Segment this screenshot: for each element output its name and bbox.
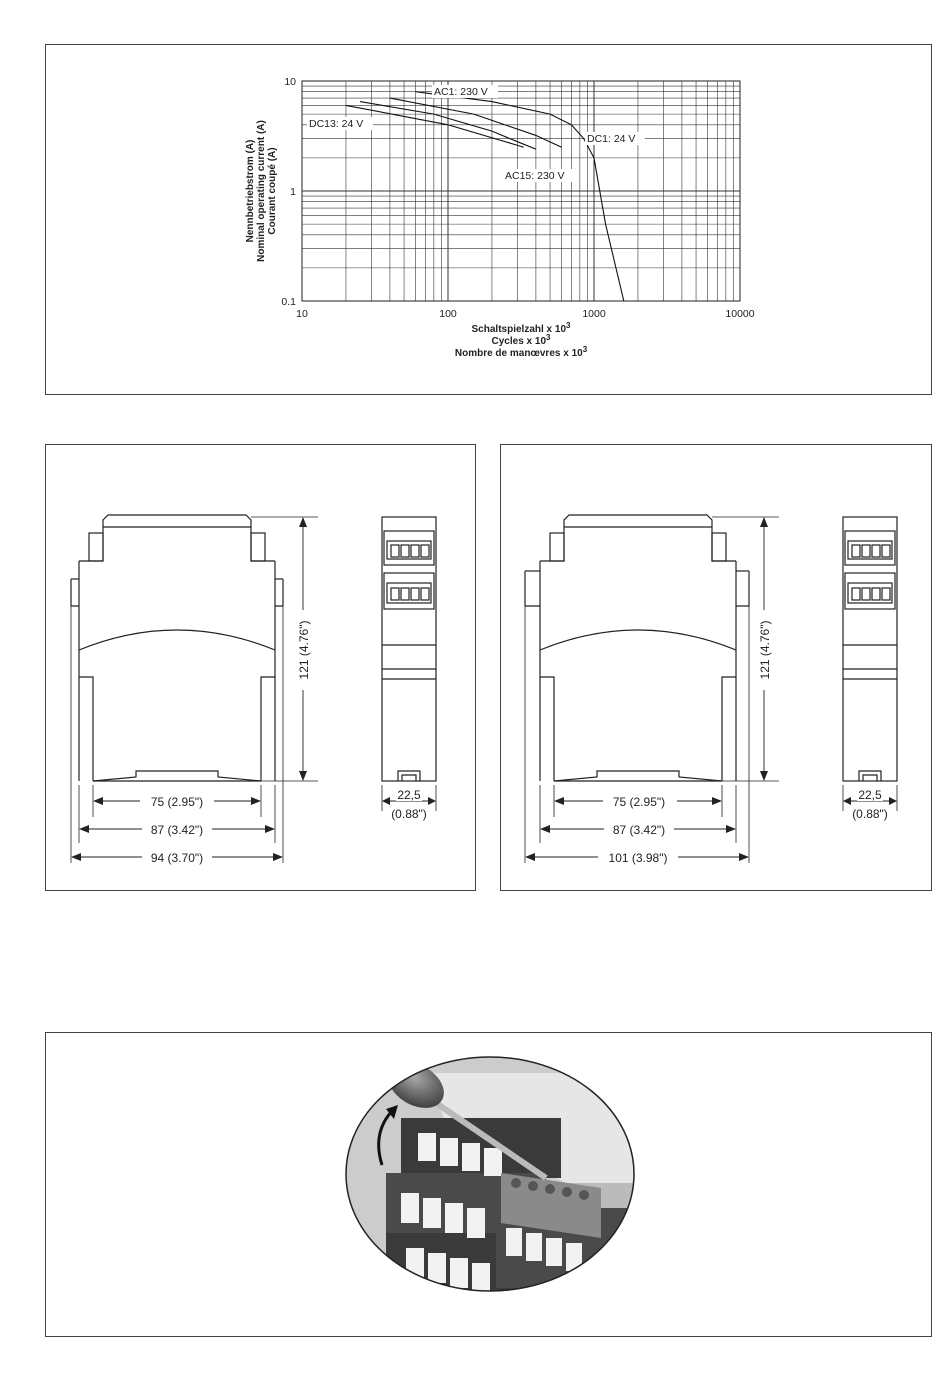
- width-94-label: 94 (3.70"): [150, 851, 204, 865]
- chart-grid: [302, 81, 740, 301]
- y-axis-label: Courant coupé (A): [267, 147, 278, 235]
- side-width-label: 22,5: [858, 788, 882, 802]
- series-label: DC13: 24 V: [309, 118, 364, 130]
- chart-labels: [245, 120, 588, 359]
- width-75-label: 75 (2.95"): [150, 795, 204, 809]
- side-width-inch-label: (0.88"): [852, 807, 888, 821]
- width-87-label: 87 (3.42"): [150, 823, 204, 837]
- terminal-photo-panel: [45, 1032, 932, 1337]
- dimension-drawing-right-svg: [501, 445, 933, 892]
- width-75-label: 75 (2.95"): [612, 795, 666, 809]
- dimension-drawing-right: [500, 444, 932, 891]
- x-tick-label: 1000: [582, 308, 606, 320]
- width-101-label: 101 (3.98"): [608, 851, 668, 865]
- chart-panel: [45, 44, 932, 395]
- height-dimension-label: 121 (4.76"): [297, 620, 311, 680]
- side-width-inch-label: (0.88"): [391, 807, 427, 821]
- current-vs-cycles-chart: [46, 45, 933, 396]
- x-axis-label: Nombre de manœvres x $10^3$: [454, 345, 588, 359]
- side-width-label: 22,5: [397, 788, 421, 802]
- series-label: AC15: 230 V: [505, 170, 565, 182]
- x-axis-label: Schaltspielzahl x $10^3$: [471, 321, 571, 335]
- series-label: DC1: 24 V: [587, 133, 636, 145]
- dimension-drawing-left-svg: [46, 445, 477, 892]
- series-label: AC1: 230 V: [434, 86, 488, 98]
- y-tick-label: 0.1: [281, 296, 296, 308]
- terminal-block-illustration: [46, 1033, 933, 1338]
- x-tick-label: 100: [439, 308, 457, 320]
- y-tick-label: 1: [290, 186, 296, 198]
- y-axis-label: Nominal operating current (A): [256, 120, 267, 262]
- y-axis-label: Nennbetriebstrom (A): [245, 139, 256, 243]
- x-axis-label: Cycles x $10^3$: [491, 333, 551, 347]
- height-dimension-label: 121 (4.76"): [758, 620, 772, 680]
- x-tick-label: 10000: [725, 308, 755, 320]
- x-tick-label: 10: [296, 308, 308, 320]
- y-tick-label: 10: [284, 76, 296, 88]
- chart-ticks: [281, 76, 754, 320]
- width-87-label: 87 (3.42"): [612, 823, 666, 837]
- dimension-drawing-left: [45, 444, 476, 891]
